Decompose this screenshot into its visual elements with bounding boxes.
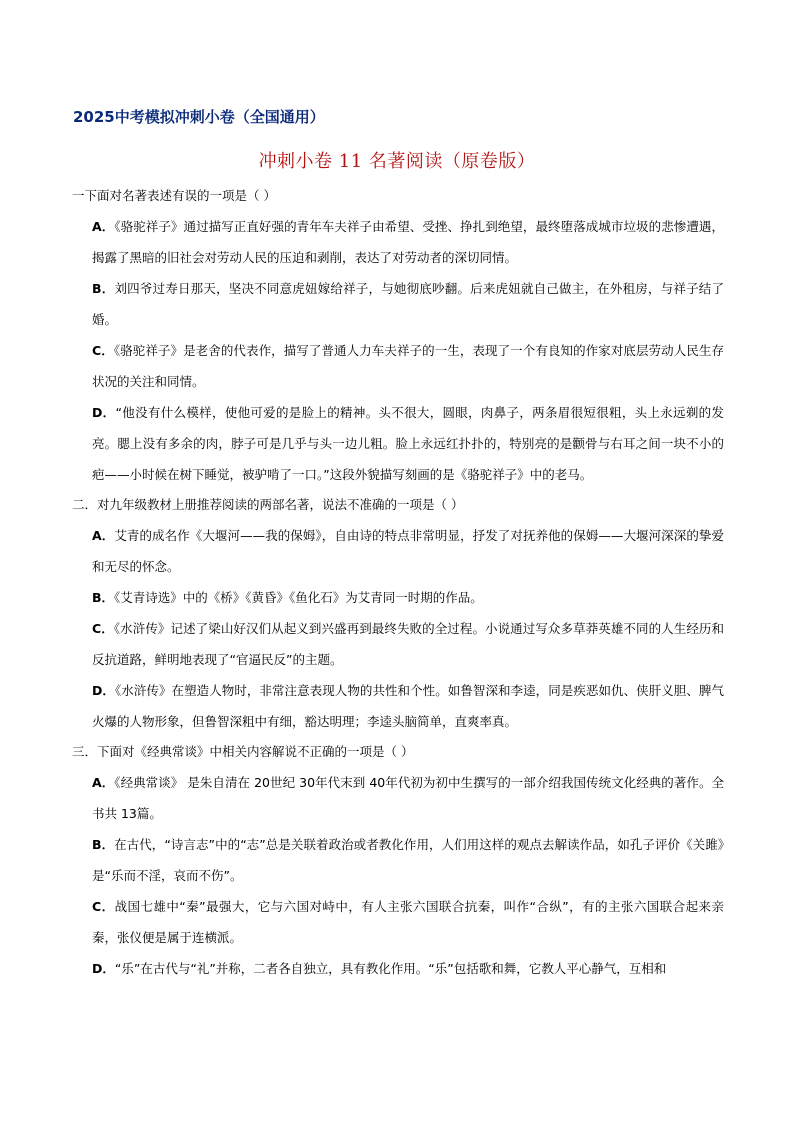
option-d (72, 397, 724, 490)
option-text: 《骆驼祥子》通过描写正直好强的青年车夫祥子由希望、受挫、挣扎到绝望，最终堕落成城市垃圾的悲惨遭遇，揭露了黑暗的旧社会对劳动人民的压迫和剥削，表达了对劳动者的深切同情。 (92, 219, 724, 265)
question-list (72, 181, 724, 984)
option-c (72, 613, 724, 675)
option-letter: B． (92, 837, 115, 852)
question-stem: 三．下面对《经典常谈》中相关内容解说不正确的一项是（ ） (72, 744, 414, 759)
option-letter: B． (92, 281, 115, 296)
option-letter: A． (92, 219, 115, 234)
option-letter: D． (92, 683, 115, 698)
header-title: 2025中考模拟冲刺小卷（全国通用） (73, 108, 325, 126)
option-text: 《经典常谈》 是朱自清在 20世纪 30年代末到 40年代初为初中生撰写的一部介绍我国传统文化经典的著作。全书共 13篇。 (92, 775, 724, 821)
option-d (72, 675, 724, 737)
option-text: 《骆驼祥子》是老舍的代表作，描写了普通人力车夫祥子的一生，表现了一个有良知的作家对底层劳动人民生存状况的关注和同情。 (92, 343, 724, 389)
option-letter: D． (92, 961, 115, 976)
option-text: 《水浒传》记述了梁山好汉们从起义到兴盛再到最终失败的全过程。小说通过写众多草莽英雄不同的人生经历和反抗道路，鲜明地表现了“官逼民反”的主题。 (92, 621, 724, 667)
option-text: 刘四爷过寿日那天，坚决不同意虎妞嫁给祥子，与她彻底吵翻。后来虎妞就自己做主，在外租房，与祥子结了婚。 (92, 281, 724, 327)
option-c (72, 891, 724, 953)
option-text: 战国七雄中“秦”最强大，它与六国对峙中，有人主张六国联合抗秦，叫作“合纵”，有的主张六国联合起来亲秦，张仪便是属于连横派。 (92, 899, 724, 945)
question-3 (72, 737, 724, 984)
question-1 (72, 181, 724, 490)
option-a (72, 767, 724, 829)
paper-title: 冲刺小卷 11 名著阅读（原卷版） (258, 151, 536, 172)
question-stem: 一下面对名著表述有误的一项是（ ） (72, 188, 276, 203)
option-b (72, 829, 724, 891)
option-text: 《水浒传》在塑造人物时，非常注意表现人物的共性和个性。如鲁智深和李逵，同是疾恶如仇、侠肝义胆、脾气火爆的人物形象，但鲁智深粗中有细，豁达明理；李逵头脑简单，直爽率真。 (92, 683, 724, 729)
option-text: 在古代，“诗言志”中的“志”总是关联着政治或者教化作用，人们用这样的观点去解读作品，如孔子评价《关雎》是“乐而不淫，哀而不伤”。 (92, 837, 725, 883)
question-stem: 二．对九年级教材上册推荐阅读的两部名著，说法不准确的一项是（ ） (72, 497, 464, 512)
option-letter: C． (92, 343, 114, 358)
option-a (72, 211, 724, 273)
option-letter: A． (92, 528, 115, 543)
option-text: 《艾青诗选》中的《桥》《黄昏》《鱼化石》为艾青同一时期的作品。 (114, 590, 483, 605)
option-c (72, 335, 724, 397)
question-2 (72, 490, 724, 737)
option-letter: A． (92, 775, 115, 790)
option-letter: C． (92, 621, 114, 636)
option-letter: D． (92, 405, 116, 420)
option-a (72, 520, 724, 582)
option-text: “乐”在古代与“礼”并称，二者各自独立，具有教化作用。“乐”包括歌和舞，它教人平心静气，互相和 (114, 961, 667, 976)
option-b (72, 273, 724, 335)
option-letter: B． (92, 590, 115, 605)
option-b (72, 582, 724, 613)
option-text: “他没有什么模样，使他可爱的是脸上的精神。头不很大，圆眼，肉鼻子，两条眉很短很粗，头上永远剃的发亮。腮上没有多余的肉，脖子可是几乎与头一边儿粗。脸上永远红扑扑的，特别亮的是颧骨与右耳之间一块不小的疤——小时候在树下睡觉，被驴啃了一口。”这段外貌描写刻画的是《骆驼祥子》中的老马。 (92, 405, 724, 482)
option-text: 艾青的成名作《大堰河——我的保姆》，自由诗的特点非常明显，抒发了对抚养他的保姆——大堰河深深的挚爱和无尽的怀念。 (92, 528, 724, 574)
option-d (72, 953, 724, 984)
option-letter: C． (92, 899, 115, 914)
